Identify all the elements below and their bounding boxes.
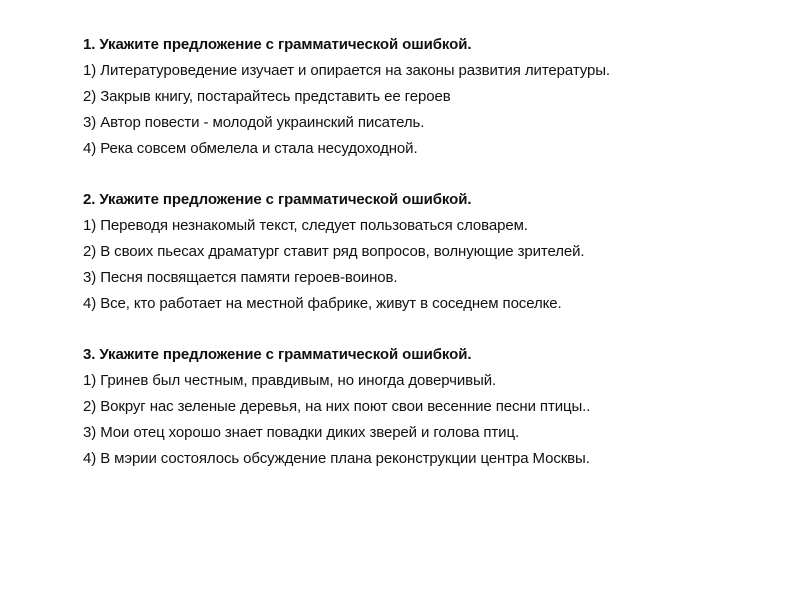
answer-option: 3) Мои отец хорошо знает повадки диких зверей и голова птиц. — [83, 424, 520, 441]
answer-option: 4) Река совсем обмелела и стала несудоходной. — [83, 140, 418, 157]
answer-option: 1) Гринев был честным, правдивым, но иногда доверчивый. — [83, 372, 497, 389]
answer-option: 1) Литературоведение изучает и опирается на законы развития литературы. — [83, 62, 610, 79]
answer-option: 3) Автор повести - молодой украинский писатель. — [83, 114, 425, 131]
answer-option: 2) Вокруг нас зеленые деревья, на них поют свои весенние песни птицы.. — [83, 398, 591, 415]
question-heading: 1. Укажите предложение с грамматической ошибкой. — [83, 36, 472, 53]
answer-option: 4) В мэрии состоялось обсуждение плана реконструкции центра Москвы. — [83, 450, 590, 467]
question-block-3 — [83, 342, 763, 472]
question-block-1 — [83, 32, 763, 162]
answer-option: 3) Песня посвящается памяти героев-воинов. — [83, 269, 398, 286]
answer-option: 2) В своих пьесах драматург ставит ряд вопросов, волнующие зрителей. — [83, 243, 585, 260]
answer-option: 4) Все, кто работает на местной фабрике, живут в соседнем поселке. — [83, 295, 562, 312]
question-heading: 3. Укажите предложение с грамматической ошибкой. — [83, 346, 472, 363]
question-block-2 — [83, 187, 763, 317]
answer-option: 2) Закрыв книгу, постарайтесь представить ее героев — [83, 88, 451, 105]
answer-option: 1) Переводя незнакомый текст, следует пользоваться словарем. — [83, 217, 528, 234]
question-heading: 2. Укажите предложение с грамматической ошибкой. — [83, 191, 472, 208]
